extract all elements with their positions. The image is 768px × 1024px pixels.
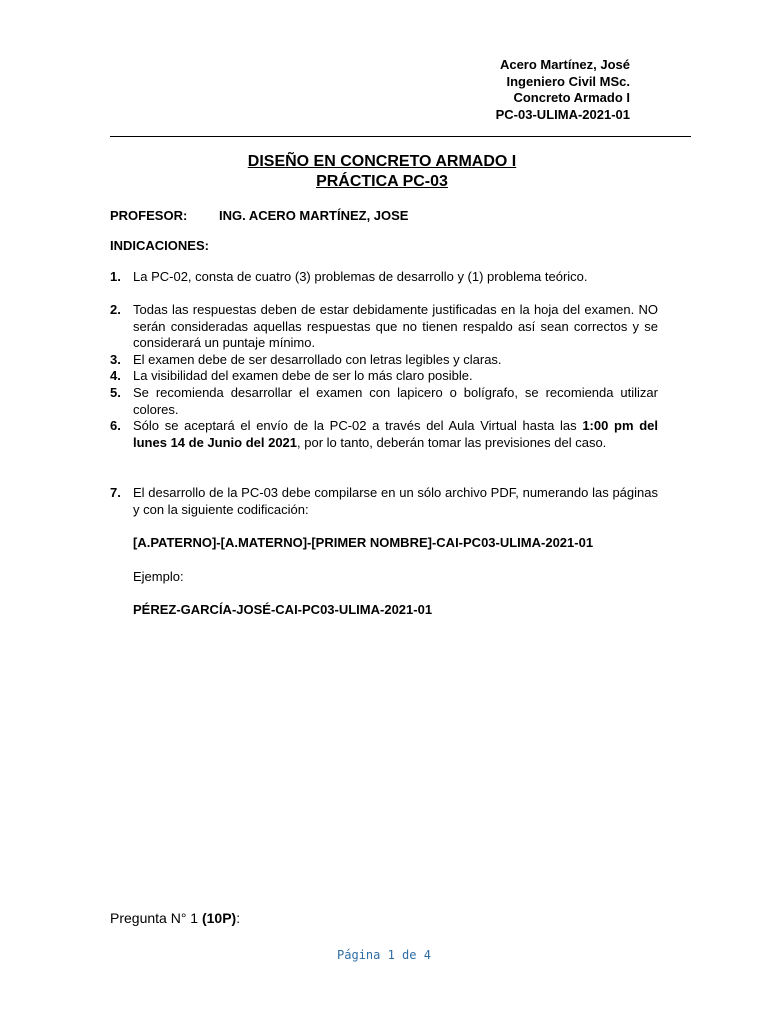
list-item-number: 6. [110,418,121,433]
document-subtitle: PRÁCTICA PC-03 [316,173,448,190]
list-item-text: El examen debe de ser desarrollado con letras legibles y claras. [133,352,502,367]
profesor-label: PROFESOR: [110,208,188,223]
filename-format: [A.PATERNO]-[A.MATERNO]-[PRIMER NOMBRE]-CAI-PC03-ULIMA-2021-01 [133,535,594,550]
header-author: Acero Martínez, José [499,57,630,72]
question-prefix: Pregunta N° 1 [110,910,202,926]
deadline-text: 1:00 pm del lunes 14 de Junio del 2021 [133,418,658,450]
list-item-text-part: Sólo se aceptará el envío de la PC-02 a través del Aula Virtual hasta las [133,418,583,433]
list-item-number: 2. [110,302,121,317]
example-filename: PÉREZ-GARCÍA-JOSÉ-CAI-PC03-ULIMA-2021-01 [133,602,433,617]
question-suffix: : [236,910,241,926]
list-item-number: 1. [110,269,121,284]
list-item-text: Todas las respuestas deben de estar debidamente justificadas en la hoja del examen. NO serán consideradas aquellas respuestas que no tienen respaldo así sean correctos y se considerará un puntaje mínimo. [133,302,658,350]
indicaciones-heading: INDICACIONES: [110,238,209,253]
list-item [110,352,658,369]
list-item-number: 4. [110,368,121,383]
list-item [110,302,658,352]
profesor-value: ING. ACERO MARTÍNEZ, JOSE [219,208,409,223]
list-item-text [133,418,658,451]
profesor-line [110,208,408,223]
list-item [110,485,658,518]
list-item-number: 7. [110,485,121,500]
list-item [110,418,658,451]
list-item [110,385,658,418]
header-degree: Ingeniero Civil MSc. [506,73,630,89]
list-item-number: 3. [110,352,121,367]
document-title: DISEÑO EN CONCRETO ARMADO I [247,153,517,170]
list-item-number: 5. [110,385,121,400]
header-course: Concreto Armado I [513,90,630,105]
document-header [420,57,630,123]
list-item-text: Se recomienda desarrollar el examen con lapicero o bolígrafo, se recomienda utilizar colores. [133,385,658,417]
example-label: Ejemplo: [133,569,184,584]
question-points: (10P) [201,910,237,926]
list-item [110,269,658,286]
question-heading [110,910,240,926]
page-number-footer: Página 1 de 4 [337,948,431,962]
header-code: PC-03-ULIMA-2021-01 [495,106,630,122]
header-divider [110,136,691,137]
list-item-text: El desarrollo de la PC-03 debe compilarse en un sólo archivo PDF, numerando las páginas y con la siguiente codificación: [133,485,658,517]
list-item-text-part: , por lo tanto, deberán tomar las previsiones del caso. [297,434,607,450]
list-item [110,368,658,385]
list-item-text: La PC-02, consta de cuatro (3) problemas de desarrollo y (1) problema teórico. [133,269,588,284]
list-item-text: La visibilidad del examen debe de ser lo más claro posible. [133,368,473,383]
